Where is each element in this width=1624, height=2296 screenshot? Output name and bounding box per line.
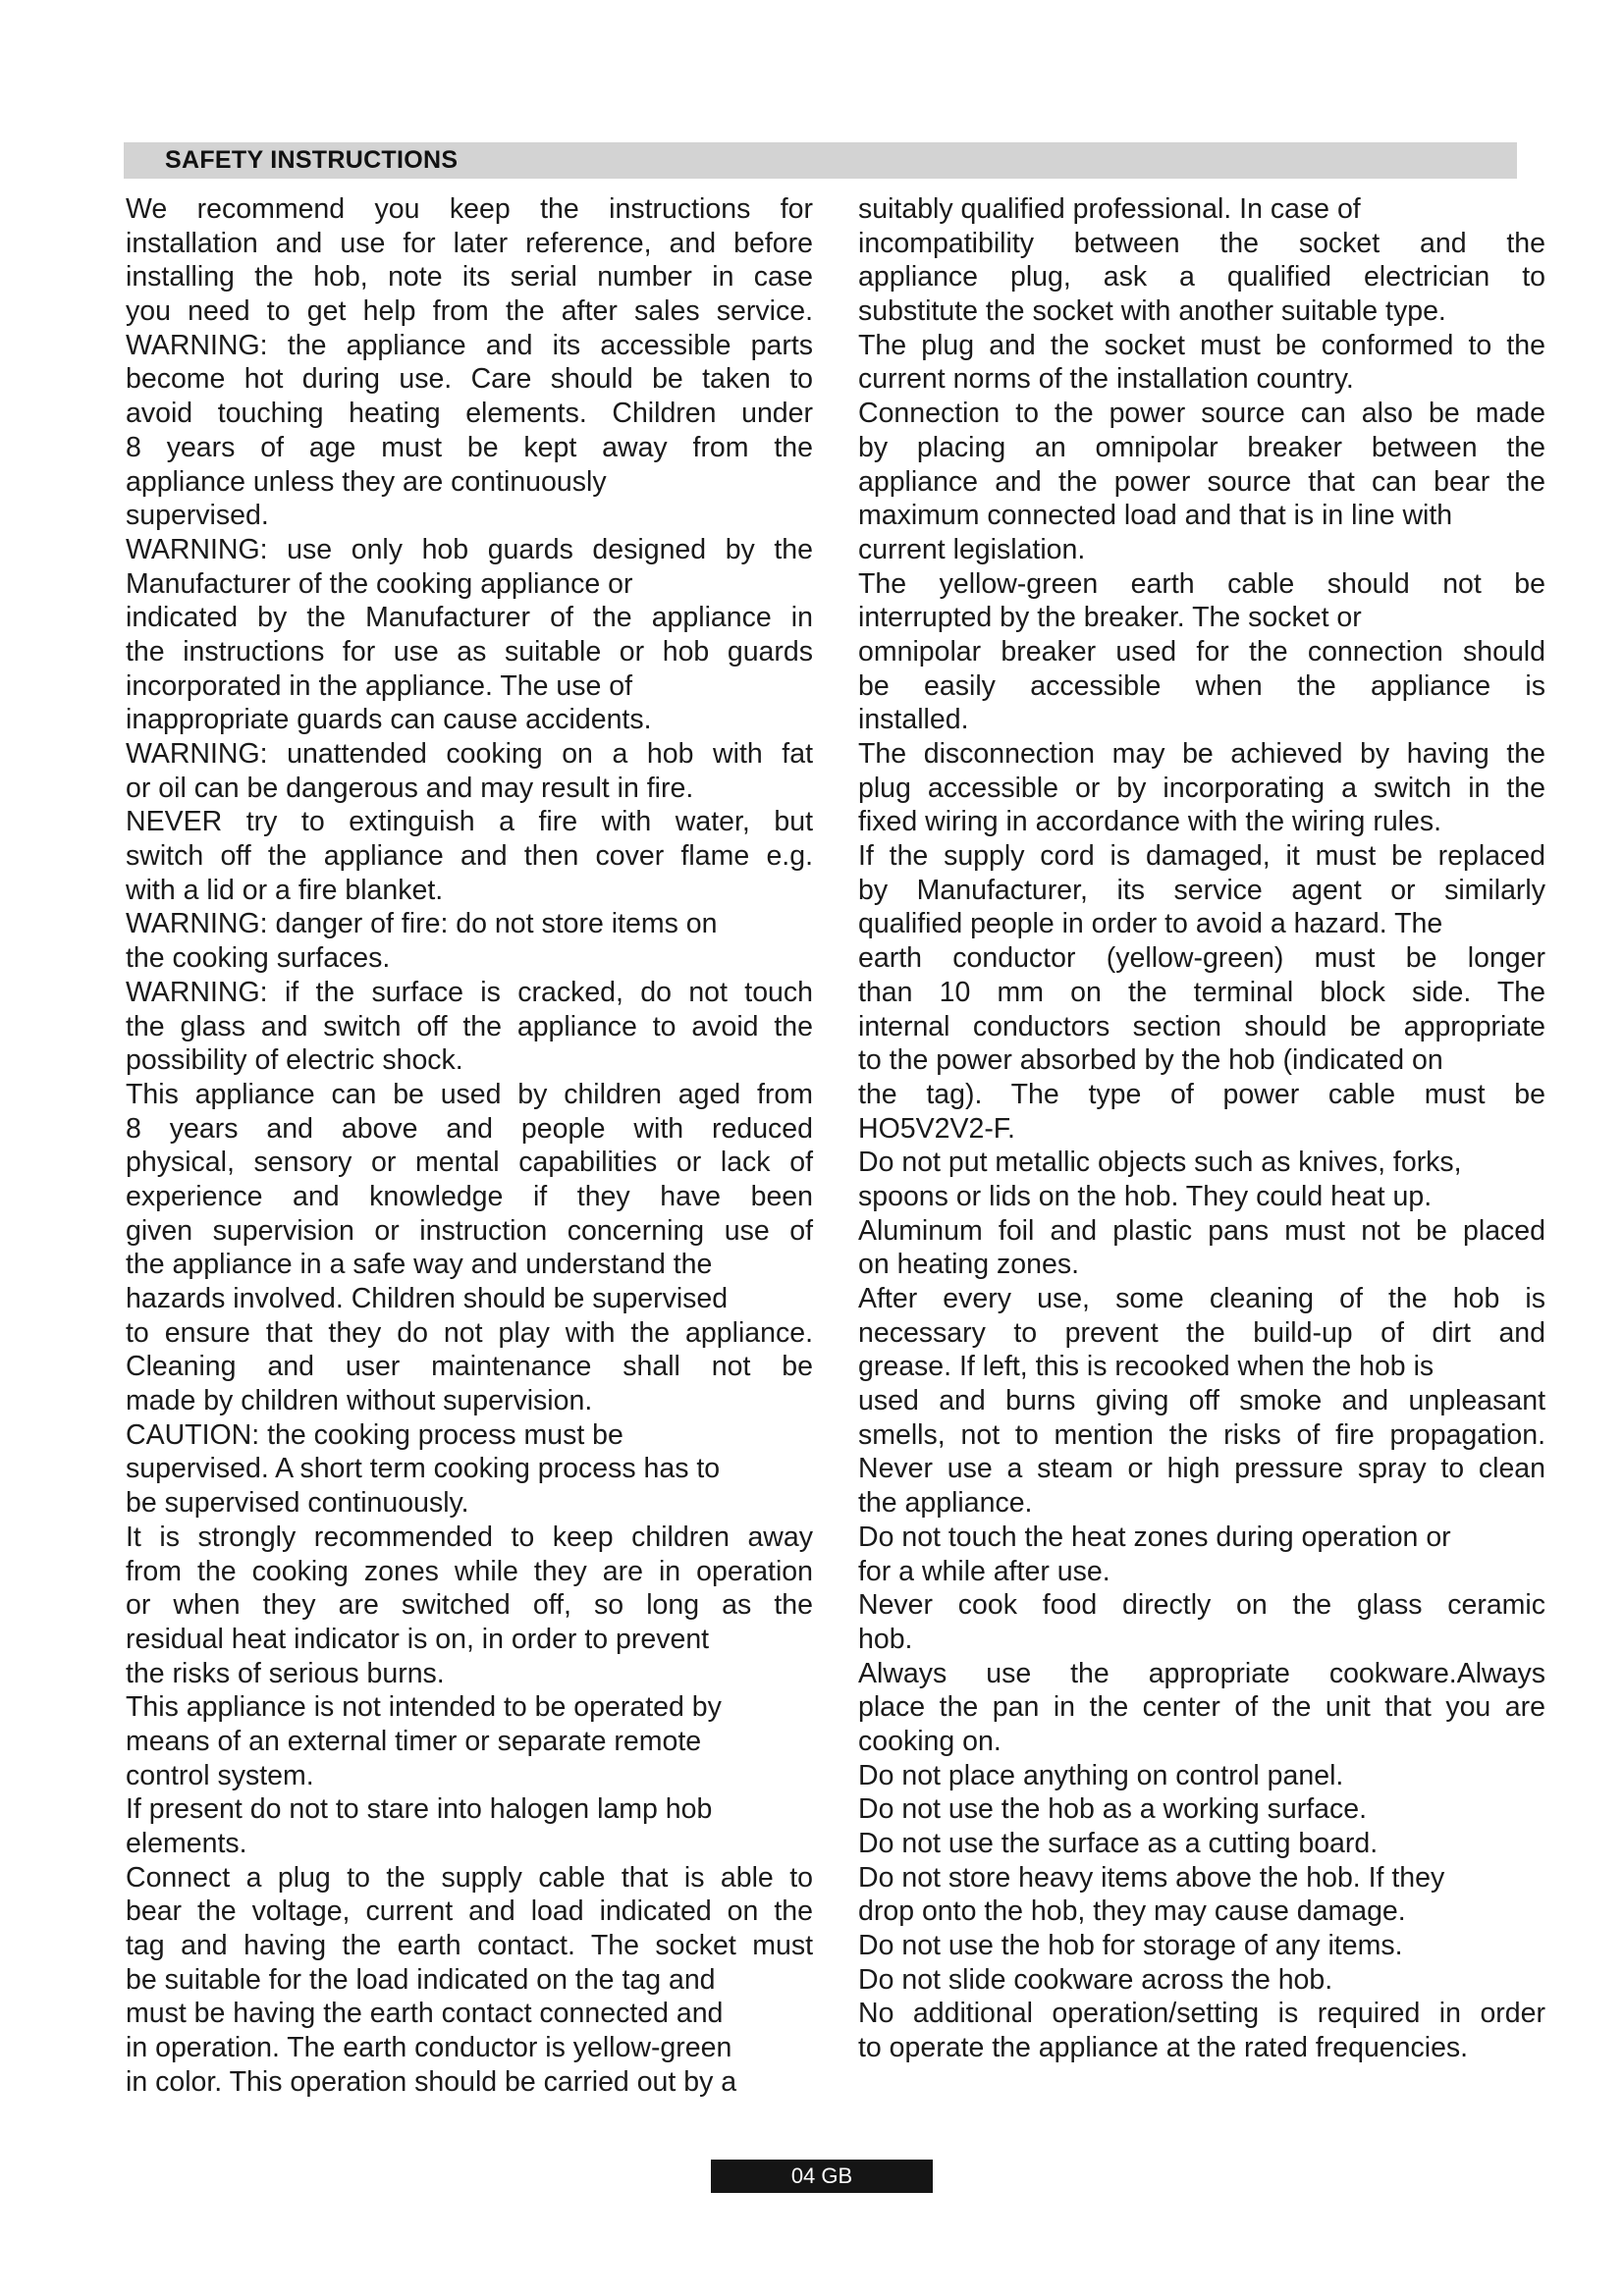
text-line: installing the hob, note its serial number in case bbox=[126, 261, 813, 294]
text-line: smells, not to mention the risks of fire propagation. bbox=[858, 1418, 1545, 1451]
text-line: Do not place anything on control panel. bbox=[858, 1759, 1344, 1791]
text-line: Manufacturer of the cooking appliance or bbox=[126, 567, 633, 600]
text-line: Connect a plug to the supply cable that is able to bbox=[126, 1861, 813, 1894]
text-line: with a lid or a fire blanket. bbox=[126, 874, 444, 906]
text-line: WARNING: unattended cooking on a hob with fat bbox=[126, 738, 813, 770]
right-text-column bbox=[858, 192, 1545, 2065]
text-line: given supervision or instruction concerning use of bbox=[126, 1214, 813, 1247]
text-line: The disconnection may be achieved by having the bbox=[858, 738, 1545, 770]
text-line: interrupted by the breaker. The socket or bbox=[858, 602, 1362, 634]
text-line: current norms of the installation country. bbox=[858, 363, 1354, 396]
text-line: on heating zones. bbox=[858, 1249, 1080, 1281]
text-line: from the cooking zones while they are in operation bbox=[126, 1555, 813, 1587]
text-line: the risks of serious burns. bbox=[126, 1657, 445, 1689]
text-line: Do not use the surface as a cutting board. bbox=[858, 1828, 1379, 1859]
text-line: for a while after use. bbox=[858, 1555, 1110, 1587]
text-line: grease. If left, this is recooked when the hob is bbox=[858, 1351, 1435, 1383]
text-line: CAUTION: the cooking process must be bbox=[126, 1418, 623, 1451]
text-line: We recommend you keep the instructions for bbox=[126, 193, 813, 225]
text-line: the tag). The type of power cable must be bbox=[858, 1078, 1545, 1110]
text-line: experience and knowledge if they have been bbox=[126, 1180, 813, 1212]
text-line: spoons or lids on the hob. They could heat up. bbox=[858, 1180, 1433, 1212]
text-line: in color. This operation should be carried out by a bbox=[126, 2065, 737, 2098]
text-line: necessary to prevent the build-up of dirt and bbox=[858, 1316, 1545, 1349]
text-line: than 10 mm on the terminal block side. The bbox=[858, 976, 1545, 1008]
text-line: indicated by the Manufacturer of the appliance in bbox=[126, 602, 813, 634]
text-line: used and burns giving off smoke and unpleasant bbox=[858, 1385, 1545, 1417]
text-line: the instructions for use as suitable or hob guards bbox=[126, 635, 813, 667]
text-line: the appliance in a safe way and understand the bbox=[126, 1249, 713, 1281]
text-line: Aluminum foil and plastic pans must not be placed bbox=[858, 1214, 1545, 1247]
text-line: If present do not to stare into halogen lamp hob bbox=[126, 1793, 713, 1826]
text-line: WARNING: if the surface is cracked, do not touch bbox=[126, 976, 813, 1008]
text-line: Cleaning and user maintenance shall not be bbox=[126, 1351, 813, 1383]
text-line: WARNING: danger of fire: do not store items on bbox=[126, 908, 718, 940]
text-line: hob. bbox=[858, 1623, 913, 1655]
text-line: Never cook food directly on the glass ceramic bbox=[858, 1589, 1545, 1622]
text-line: appliance plug, ask a qualified electrician to bbox=[858, 261, 1545, 294]
text-line: be suitable for the load indicated on the tag and bbox=[126, 1963, 716, 1996]
text-line: possibility of electric shock. bbox=[126, 1044, 463, 1077]
text-line: you need to get help from the after sales service. bbox=[126, 295, 813, 328]
text-line: incorporated in the appliance. The use of bbox=[126, 669, 632, 702]
text-line: the glass and switch off the appliance to avoid the bbox=[126, 1010, 813, 1042]
text-line: plug accessible or by incorporating a switch in the bbox=[858, 772, 1545, 804]
text-line: or when they are switched off, so long as the bbox=[126, 1589, 813, 1622]
text-line: by Manufacturer, its service agent or similarly bbox=[858, 874, 1545, 906]
text-line: be supervised continuously. bbox=[126, 1487, 469, 1520]
text-line: the cooking surfaces. bbox=[126, 942, 391, 975]
text-line: If the supply cord is damaged, it must be replaced bbox=[858, 840, 1545, 873]
text-line: Do not use the hob for storage of any items. bbox=[858, 1930, 1403, 1962]
text-line: or oil can be dangerous and may result in fire. bbox=[126, 772, 694, 804]
left-text-column bbox=[126, 192, 813, 2100]
text-line: 8 years of age must be kept away from the bbox=[126, 431, 813, 463]
text-line: supervised. bbox=[126, 500, 269, 532]
text-line: Do not slide cookware across the hob. bbox=[858, 1963, 1333, 1996]
text-line: Connection to the power source can also be made bbox=[858, 398, 1545, 430]
text-line: 8 years and above and people with reduced bbox=[126, 1112, 813, 1145]
text-line: control system. bbox=[126, 1759, 314, 1791]
text-line: residual heat indicator is on, in order to prevent bbox=[126, 1623, 710, 1655]
text-line: qualified people in order to avoid a hazard. The bbox=[858, 908, 1443, 940]
text-line: The plug and the socket must be conformed to the bbox=[858, 329, 1545, 361]
text-line: become hot during use. Care should be taken to bbox=[126, 363, 813, 396]
text-line: earth conductor (yellow-green) must be longer bbox=[858, 942, 1545, 975]
text-line: inappropriate guards can cause accidents. bbox=[126, 704, 652, 736]
text-line: Do not put metallic objects such as knives, forks, bbox=[858, 1147, 1462, 1179]
text-line: Do not store heavy items above the hob. If they bbox=[858, 1861, 1445, 1894]
text-line: fixed wiring in accordance with the wiring rules. bbox=[858, 806, 1442, 838]
text-line: WARNING: the appliance and its accessible parts bbox=[126, 329, 813, 361]
text-line: avoid touching heating elements. Children under bbox=[126, 398, 813, 430]
text-line: to ensure that they do not play with the appliance. bbox=[126, 1316, 813, 1349]
text-line: switch off the appliance and then cover flame e.g. bbox=[126, 840, 813, 873]
text-line: installation and use for later reference, and before bbox=[126, 227, 813, 259]
text-line: Do not touch the heat zones during operation or bbox=[858, 1521, 1451, 1553]
page-number: 04 GB bbox=[790, 2163, 853, 2188]
text-line: the appliance. bbox=[858, 1487, 1033, 1520]
text-line: bear the voltage, current and load indicated on the bbox=[126, 1896, 813, 1928]
text-line: physical, sensory or mental capabilities or lack of bbox=[126, 1147, 813, 1179]
text-line: cooking on. bbox=[858, 1725, 1001, 1757]
text-line: appliance unless they are continuously bbox=[126, 465, 607, 498]
text-line: internal conductors section should be appropriate bbox=[858, 1010, 1545, 1042]
text-line: to operate the appliance at the rated frequencies. bbox=[858, 2032, 1469, 2064]
text-line: place the pan in the center of the unit that you are bbox=[858, 1691, 1545, 1724]
page-number-box bbox=[711, 2160, 933, 2193]
text-line: suitably qualified professional. In case of bbox=[858, 193, 1361, 225]
text-line: incompatibility between the socket and the bbox=[858, 227, 1545, 259]
text-line: This appliance is not intended to be operated by bbox=[126, 1691, 722, 1724]
text-line: be easily accessible when the appliance is bbox=[858, 669, 1545, 702]
text-line: This appliance can be used by children aged from bbox=[126, 1078, 813, 1110]
text-line: drop onto the hob, they may cause damage. bbox=[858, 1896, 1406, 1928]
text-line: Do not use the hob as a working surface. bbox=[858, 1793, 1368, 1826]
text-line: NEVER try to extinguish a fire with water, but bbox=[126, 806, 813, 838]
text-line: supervised. A short term cooking process has to bbox=[126, 1453, 721, 1485]
text-line: in operation. The earth conductor is yellow-green bbox=[126, 2032, 732, 2064]
text-line: installed. bbox=[858, 704, 969, 736]
text-line: It is strongly recommended to keep children away bbox=[126, 1521, 813, 1553]
text-line: WARNING: use only hob guards designed by the bbox=[126, 533, 813, 565]
text-line: appliance and the power source that can bear the bbox=[858, 465, 1545, 498]
text-line: current legislation. bbox=[858, 533, 1086, 565]
text-line: HO5V2V2-F. bbox=[858, 1112, 1015, 1145]
text-line: After every use, some cleaning of the hob is bbox=[858, 1283, 1545, 1314]
text-line: The yellow-green earth cable should not be bbox=[858, 567, 1545, 600]
text-line: tag and having the earth contact. The socket must bbox=[126, 1930, 813, 1962]
section-title: SAFETY INSTRUCTIONS bbox=[165, 146, 459, 174]
section-header-bar bbox=[124, 142, 1517, 179]
text-line: substitute the socket with another suitable type. bbox=[858, 295, 1446, 328]
text-line: hazards involved. Children should be supervised bbox=[126, 1283, 729, 1314]
text-line: Never use a steam or high pressure spray to clean bbox=[858, 1453, 1545, 1485]
text-line: elements. bbox=[126, 1828, 247, 1859]
text-line: to the power absorbed by the hob (indicated on bbox=[858, 1044, 1443, 1077]
text-line: made by children without supervision. bbox=[126, 1385, 593, 1417]
text-line: omnipolar breaker used for the connection should bbox=[858, 635, 1545, 667]
text-line: maximum connected load and that is in line with bbox=[858, 500, 1453, 532]
text-line: means of an external timer or separate remote bbox=[126, 1725, 702, 1757]
text-line: Always use the appropriate cookware.Always bbox=[858, 1657, 1545, 1689]
text-line: by placing an omnipolar breaker between the bbox=[858, 431, 1545, 463]
text-line: No additional operation/setting is required in order bbox=[858, 1998, 1545, 2030]
text-line: must be having the earth contact connected and bbox=[126, 1998, 724, 2030]
